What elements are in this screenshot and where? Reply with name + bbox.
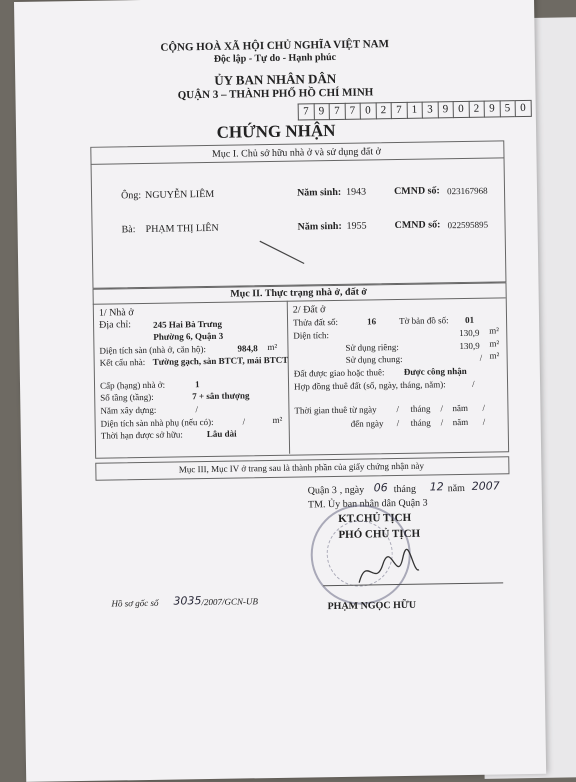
strike-mark	[258, 237, 308, 268]
district: QUẬN 3 – THÀNH PHỐ HỒ CHÍ MINH	[177, 86, 374, 102]
sign-vice: PHÓ CHỦ TỊCH	[338, 527, 421, 541]
footer-note: Mục III, Mục IV ở trang sau là thành phần của giấy chứng nhận này	[178, 460, 424, 475]
owner1-birth: 1943	[345, 186, 367, 198]
lease-to-year: /	[482, 416, 486, 427]
serial-digit: 0	[515, 100, 532, 117]
land-area-unit: m²	[489, 325, 500, 336]
address-line2: Phường 6, Quận 3	[153, 330, 224, 342]
sign-month: 12	[429, 480, 444, 494]
sign-year: 2007	[471, 479, 500, 493]
shared-use-label: Sử dụng chung:	[345, 353, 403, 365]
owner2-prefix: Bà:	[121, 224, 136, 236]
country-name: CỘNG HOÀ XÃ HỘI CHỦ NGHĨA VIỆT NAM	[160, 38, 390, 54]
lease-from-month: /	[440, 403, 444, 414]
ownership-term-label: Thời hạn được sở hữu:	[100, 429, 183, 441]
private-use-label: Sử dụng riêng:	[345, 341, 399, 353]
owner1-name: NGUYỄN LIÊM	[144, 188, 215, 201]
section-status-heading: Mục II. Thực trạng nhà ở, đất ở	[230, 286, 367, 300]
serial-digit: 7	[391, 102, 407, 119]
land-area-label: Diện tích:	[293, 330, 330, 341]
allocated: Được công nhận	[403, 365, 467, 377]
aux-area-label: Diện tích sàn nhà phụ (nếu có):	[100, 416, 214, 429]
lease-from-day: /	[396, 404, 400, 415]
sign-tm: TM. Ủy ban nhân dân Quận 3	[307, 497, 428, 511]
sign-day-label: , ngày	[339, 484, 365, 496]
floor-area-label: Diện tích sàn (nhà ở, căn hộ):	[99, 344, 207, 356]
land-area: 130,9	[459, 327, 480, 339]
owner1-id: 023167968	[446, 185, 488, 197]
record-label: Hồ sơ gốc số	[111, 597, 159, 609]
owner2-id: 022595895	[447, 219, 489, 231]
serial-digit: 9	[484, 100, 500, 117]
lease-contract: /	[471, 378, 475, 389]
serial-digit: 7	[329, 103, 345, 120]
lease-to-month: /	[440, 417, 444, 428]
year-built: /	[195, 404, 199, 415]
serial-digit: 0	[453, 101, 469, 118]
allocated-label: Đất được giao hoặc thuê:	[293, 367, 385, 379]
sign-place: Quận 3	[307, 484, 337, 497]
private-use-unit: m²	[489, 338, 500, 349]
lease-from-month-label: tháng	[410, 403, 431, 414]
owner2-birth-label: Năm sinh:	[297, 220, 342, 233]
private-use: 130,9	[459, 340, 480, 352]
floors-label: Số tầng (tầng):	[100, 391, 154, 403]
lease-from-year-label: năm	[452, 402, 469, 414]
owner2-birth: 1955	[346, 220, 367, 232]
serial-digit: 3	[422, 101, 438, 118]
issuer: ỦY BAN NHÂN DÂN	[214, 70, 337, 88]
ownership-term: Lâu dài	[206, 428, 237, 440]
serial-digit: 7	[298, 103, 314, 120]
shared-use-unit: m²	[489, 350, 500, 361]
motto: Độc lập - Tự do - Hạnh phúc	[213, 51, 337, 65]
year-built-label: Năm xây dựng:	[100, 404, 157, 416]
owner1-birth-label: Năm sinh:	[296, 186, 342, 199]
address-label: Địa chỉ:	[99, 319, 132, 331]
serial-digit: 2	[375, 102, 391, 119]
lease-from-label: Thời gian thuê từ ngày	[294, 404, 377, 416]
structure-label: Kết cấu nhà:	[99, 356, 146, 368]
serial-digit: 7	[344, 103, 360, 120]
handwritten-signature	[353, 544, 424, 595]
owner2-name: PHẠM THỊ LIÊN	[145, 222, 219, 235]
shared-use: /	[479, 352, 483, 363]
house-title: 1/ Nhà ở	[98, 307, 134, 319]
serial-digit: 1	[406, 102, 422, 119]
record-suffix: /2007/GCN-UB	[201, 596, 259, 608]
serial-digit: 9	[437, 101, 453, 118]
lease-to-day: /	[396, 418, 400, 429]
serial-digit: 5	[499, 100, 515, 117]
floors: 7 + sân thượng	[192, 390, 250, 402]
plot-number: 16	[366, 316, 377, 327]
plot-label: Thửa đất số:	[292, 316, 339, 328]
grade: 1	[194, 379, 200, 390]
sign-day: 06	[373, 481, 388, 495]
owner1-id-label: CMND số:	[393, 185, 440, 198]
serial-digit: 0	[360, 102, 376, 119]
section-owner-heading: Mục I. Chủ sở hữu nhà ở và sử dụng đất ở	[211, 146, 381, 160]
record-number: 3035	[173, 594, 202, 608]
serial-digit: 9	[313, 103, 329, 120]
lease-to-year-label: năm	[452, 416, 469, 428]
owner1-prefix: Ông:	[120, 190, 142, 202]
aux-area: /	[242, 416, 246, 427]
signer-name: PHẠM NGỌC HỮU	[327, 599, 417, 613]
sign-month-label: tháng	[393, 483, 417, 496]
address-line1: 245 Hai Bà Trưng	[153, 318, 222, 330]
map-label: Tờ bản đồ số:	[398, 315, 449, 326]
lease-to-month-label: tháng	[410, 417, 431, 428]
document-title: CHỨNG NHẬN	[216, 120, 336, 142]
sign-kt: KT.CHỦ TỊCH	[338, 511, 412, 525]
lease-contract-label: Hợp đồng thuê đất (số, ngày, tháng, năm):	[293, 379, 446, 392]
land-title: 2/ Đất ở	[292, 304, 326, 316]
serial-digit: 2	[468, 101, 484, 118]
floor-area-unit: m²	[267, 341, 278, 353]
lease-to-label: đến ngày	[350, 418, 384, 429]
aux-area-unit: m²	[272, 414, 283, 425]
certificate-page	[14, 0, 546, 782]
map-number: 01	[464, 314, 475, 325]
lease-from-year: /	[482, 402, 486, 413]
grade-label: Cấp (hạng) nhà ở:	[99, 379, 166, 391]
owner2-id-label: CMND số:	[394, 219, 441, 232]
floor-area: 984,8	[237, 343, 258, 354]
sign-year-label: năm	[447, 482, 466, 495]
structure: Tường gạch, sàn BTCT, mái BTCT	[152, 354, 289, 367]
